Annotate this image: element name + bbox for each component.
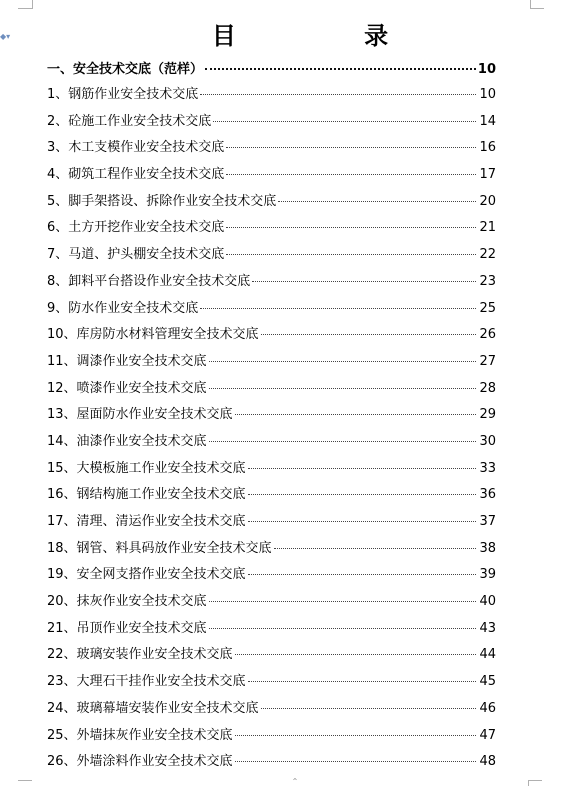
toc-entry-label: 16、钢结构施工作业安全技术交底 <box>47 487 246 503</box>
toc-entry-page-number: 37 <box>479 514 496 529</box>
dot-leader <box>274 547 476 549</box>
dot-leader <box>235 653 476 655</box>
toc-entry[interactable] <box>47 349 496 376</box>
dot-leader <box>278 200 476 202</box>
dot-leader <box>226 146 476 148</box>
toc-entry[interactable] <box>47 482 496 509</box>
page-title: 目 录 <box>211 21 449 50</box>
toc-entry[interactable] <box>47 162 496 189</box>
toc-entry-page-number: 33 <box>479 460 496 476</box>
toc-entry[interactable] <box>47 536 496 563</box>
toc-entry-label: 25、外墙抹灰作业安全技术交底 <box>47 727 233 743</box>
toc-entry-page-number: 20 <box>479 193 496 209</box>
toc-entry-page-number: 26 <box>479 327 496 343</box>
dot-leader <box>209 387 476 389</box>
toc-entry-page-number: 46 <box>479 700 496 716</box>
crop-mark <box>528 780 529 786</box>
toc-entry[interactable] <box>47 189 496 216</box>
toc-entry[interactable] <box>47 82 496 109</box>
dot-leader <box>209 440 476 442</box>
toc-entry-page-number: 21 <box>479 220 496 236</box>
dot-leader <box>235 413 476 415</box>
toc-entry-label: 14、油漆作业安全技术交底 <box>47 433 207 449</box>
dot-leader <box>248 493 476 495</box>
toc-entry-label: 26、外墙涂料作业安全技术交底 <box>47 754 233 770</box>
dot-leader <box>226 226 476 228</box>
page-break-caret-icon[interactable]: ⌃ <box>291 777 299 786</box>
toc-entry-page-number: 39 <box>479 567 496 583</box>
toc-entry-label: 21、吊顶作业安全技术交底 <box>47 620 207 636</box>
toc-entry-page-number: 23 <box>479 273 496 289</box>
toc-entry-label: 一、安全技术交底（范样） <box>47 62 204 77</box>
toc-entry-label: 13、屋面防水作业安全技术交底 <box>47 407 233 423</box>
toc-entry-label: 9、防水作业安全技术交底 <box>47 300 199 316</box>
toc-entry[interactable] <box>47 669 496 696</box>
toc-entry[interactable] <box>47 402 496 429</box>
dot-leader <box>248 520 476 522</box>
dot-leader <box>209 627 476 629</box>
toc-entry-label: 8、卸料平台搭设作业安全技术交底 <box>47 273 251 289</box>
dot-leader <box>200 307 476 309</box>
toc-entry-page-number: 44 <box>479 647 496 663</box>
toc-entry-label: 5、脚手架搭设、拆除作业安全技术交底 <box>47 193 277 209</box>
toc-entry[interactable] <box>47 215 496 242</box>
toc-entry-label: 10、库房防水材料管理安全技术交底 <box>47 327 259 343</box>
toc-entry-page-number: 47 <box>479 727 496 743</box>
toc-entry-label: 19、安全网支搭作业安全技术交底 <box>47 567 246 583</box>
dot-leader <box>248 467 476 469</box>
dot-leader <box>248 573 476 575</box>
toc-entry-label: 20、抹灰作业安全技术交底 <box>47 594 207 610</box>
toc-entry-page-number: 10 <box>479 87 496 102</box>
toc-entry[interactable] <box>47 135 496 162</box>
toc-entry-label: 6、土方开挖作业安全技术交底 <box>47 220 225 236</box>
crop-mark <box>530 0 531 9</box>
toc-entry-page-number: 27 <box>479 353 496 369</box>
toc-entry[interactable] <box>47 642 496 669</box>
toc-entry-label: 7、马道、护头棚安全技术交底 <box>47 247 225 263</box>
toc-entry[interactable] <box>47 696 496 723</box>
toc-entry-page-number: 28 <box>479 380 496 396</box>
toc-entry-page-number: 30 <box>479 433 496 449</box>
toc-entry-page-number: 22 <box>479 247 496 263</box>
dot-leader <box>235 734 476 736</box>
toc-entry-label: 4、砌筑工程作业安全技术交底 <box>47 167 225 183</box>
crop-mark <box>530 8 544 9</box>
toc-entry-label: 23、大理石干挂作业安全技术交底 <box>47 674 246 690</box>
dot-leader <box>248 680 476 682</box>
dot-leader <box>226 173 476 175</box>
toc-entry-label: 22、玻璃安装作业安全技术交底 <box>47 647 233 663</box>
dot-leader <box>209 600 476 602</box>
toc-entry-page-number: 43 <box>479 620 496 636</box>
dot-leader <box>209 360 476 362</box>
toc-entry[interactable] <box>47 376 496 403</box>
toc-entry[interactable] <box>47 242 496 269</box>
toc-entry[interactable] <box>47 322 496 349</box>
toc-entry[interactable] <box>47 616 496 643</box>
toc-entry[interactable] <box>47 509 496 536</box>
toc-entry[interactable] <box>47 429 496 456</box>
toc-entry-page-number: 10 <box>477 62 496 77</box>
toc-entry-page-number: 48 <box>479 754 496 770</box>
dot-leader <box>261 707 476 709</box>
crop-mark <box>18 8 33 9</box>
toc-entry-page-number: 17 <box>479 167 496 183</box>
dot-leader <box>235 760 476 762</box>
paragraph-marker-icon[interactable]: ◆▾ <box>0 32 11 41</box>
toc-entry-page-number: 25 <box>479 300 496 316</box>
toc-entry-label: 12、喷漆作业安全技术交底 <box>47 380 207 396</box>
toc-entry-label: 3、木工支模作业安全技术交底 <box>47 140 225 156</box>
dot-leader <box>226 253 476 255</box>
toc-entry-page-number: 45 <box>479 674 496 690</box>
crop-mark <box>32 0 33 9</box>
dot-leader <box>252 280 476 282</box>
toc-entry-label: 15、大模板施工作业安全技术交底 <box>47 460 246 476</box>
toc-entry[interactable] <box>47 109 496 136</box>
toc-entry-page-number: 16 <box>479 140 496 156</box>
dot-leader <box>213 120 476 122</box>
dot-leader <box>261 333 476 335</box>
table-of-contents <box>47 58 496 776</box>
toc-entry-page-number: 29 <box>479 407 496 423</box>
toc-entry[interactable] <box>47 562 496 589</box>
crop-mark <box>528 780 542 781</box>
toc-entry-label: 1、钢筋作业安全技术交底 <box>47 87 199 102</box>
toc-entry[interactable] <box>47 269 496 296</box>
toc-entry-label: 17、清理、清运作业安全技术交底 <box>47 514 246 529</box>
toc-entry-page-number: 14 <box>479 113 496 129</box>
toc-entry-page-number: 38 <box>479 540 496 556</box>
toc-entry[interactable] <box>47 749 496 776</box>
dot-leader <box>205 67 476 70</box>
toc-entry[interactable] <box>47 456 496 483</box>
crop-mark <box>18 780 32 781</box>
toc-entry[interactable] <box>47 723 496 750</box>
toc-entry-page-number: 36 <box>479 487 496 503</box>
toc-entry-page-number: 40 <box>479 594 496 610</box>
toc-entry-label: 2、砼施工作业安全技术交底 <box>47 113 212 129</box>
toc-entry-label: 18、钢管、料具码放作业安全技术交底 <box>47 540 272 556</box>
toc-entry[interactable] <box>47 589 496 616</box>
dot-leader <box>200 93 476 95</box>
toc-heading[interactable] <box>47 58 496 82</box>
toc-entry-label: 24、玻璃幕墙安装作业安全技术交底 <box>47 700 259 716</box>
toc-entry[interactable] <box>47 296 496 323</box>
toc-entry-label: 11、调漆作业安全技术交底 <box>47 353 207 369</box>
